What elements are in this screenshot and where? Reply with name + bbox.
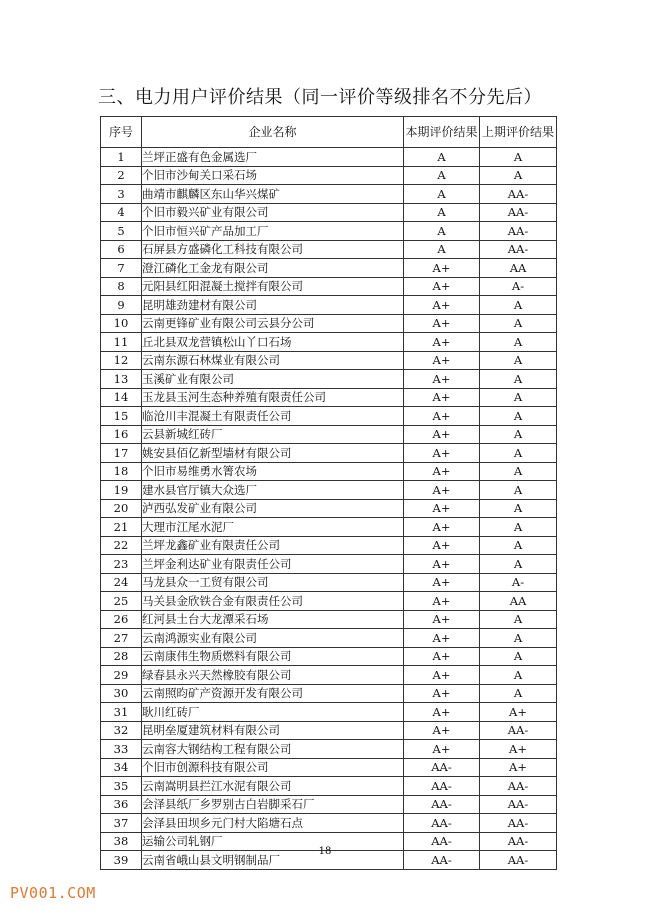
company-name: 云南照昀矿产资源开发有限公司 [142,684,404,703]
previous-rating: A [480,536,557,555]
table-row [101,462,557,481]
current-rating: A [404,203,480,222]
previous-rating: A [480,314,557,333]
company-name: 澄江磷化工金龙有限公司 [142,259,404,278]
row-number: 19 [101,481,142,500]
previous-rating: AA- [480,185,557,204]
company-name: 个旧市毅兴矿业有限公司 [142,203,404,222]
table-row [101,758,557,777]
current-rating: A+ [404,314,480,333]
table-row [101,536,557,555]
table-row [101,444,557,463]
table-row [101,721,557,740]
previous-rating: A [480,499,557,518]
company-name: 建水县官厅镇大众选厂 [142,481,404,500]
current-rating: A+ [404,351,480,370]
company-name: 会泽县田坝乡元门村大陷塘石点 [142,814,404,833]
company-name: 云南康伟生物质燃料有限公司 [142,647,404,666]
previous-rating: A [480,166,557,185]
column-header-no: 序号 [101,117,142,148]
company-name: 云南容大钢结构工程有限公司 [142,740,404,759]
current-rating: A+ [404,573,480,592]
row-number: 10 [101,314,142,333]
row-number: 30 [101,684,142,703]
company-name: 丘北县双龙营镇松山丫口石场 [142,333,404,352]
current-rating: AA- [404,777,480,796]
previous-rating: A- [480,573,557,592]
company-name: 临沧川丰混凝土有限责任公司 [142,407,404,426]
table-row [101,388,557,407]
row-number: 14 [101,388,142,407]
table-row [101,499,557,518]
company-name: 马龙县众一工贸有限公司 [142,573,404,592]
column-header-name: 企业名称 [142,117,404,148]
current-rating: AA- [404,795,480,814]
previous-rating: AA- [480,795,557,814]
table-row [101,647,557,666]
current-rating: A+ [404,481,480,500]
table-row [101,703,557,722]
table-row [101,610,557,629]
company-name: 个旧市沙甸关口采石场 [142,166,404,185]
company-name: 云南东源石林煤业有限公司 [142,351,404,370]
company-name: 大理市江尾水泥厂 [142,518,404,537]
current-rating: A+ [404,684,480,703]
current-rating: A+ [404,629,480,648]
current-rating: A+ [404,666,480,685]
company-name: 绿春县永兴天然橡胶有限公司 [142,666,404,685]
previous-rating: AA- [480,832,557,851]
row-number: 31 [101,703,142,722]
current-rating: A+ [404,333,480,352]
company-name: 曲靖市麒麟区东山华兴煤矿 [142,185,404,204]
current-rating: A+ [404,462,480,481]
table-row [101,573,557,592]
previous-rating: A- [480,277,557,296]
table-row [101,277,557,296]
previous-rating: A [480,425,557,444]
previous-rating: AA- [480,721,557,740]
company-name: 云南嵩明县拦江水泥有限公司 [142,777,404,796]
current-rating: A [404,222,480,241]
table-row [101,203,557,222]
current-rating: A+ [404,647,480,666]
current-rating: A+ [404,740,480,759]
current-rating: A+ [404,536,480,555]
current-rating: A+ [404,388,480,407]
previous-rating: AA [480,259,557,278]
company-name: 个旧市恒兴矿产品加工厂 [142,222,404,241]
previous-rating: A [480,666,557,685]
row-number: 27 [101,629,142,648]
table-row [101,481,557,500]
previous-rating: AA- [480,222,557,241]
company-name: 昆明垒厦建筑材料有限公司 [142,721,404,740]
table-header-row [101,117,557,148]
previous-rating: A [480,610,557,629]
previous-rating: A [480,684,557,703]
row-number: 29 [101,666,142,685]
previous-rating: A [480,148,557,167]
company-name: 兰坪正盛有色金属选厂 [142,148,404,167]
current-rating: A [404,166,480,185]
row-number: 12 [101,351,142,370]
previous-rating: A [480,407,557,426]
row-number: 21 [101,518,142,537]
row-number: 6 [101,240,142,259]
column-header-current: 本期评价结果 [404,117,480,148]
current-rating: A+ [404,444,480,463]
company-name: 兰坪龙鑫矿业有限责任公司 [142,536,404,555]
row-number: 3 [101,185,142,204]
previous-rating: A [480,296,557,315]
company-name: 马关县金欣铁合金有限责任公司 [142,592,404,611]
company-name: 昆明雄劲建材有限公司 [142,296,404,315]
previous-rating: A [480,444,557,463]
table-row [101,240,557,259]
row-number: 8 [101,277,142,296]
company-name: 石屏县方盛磷化工科技有限公司 [142,240,404,259]
table-row [101,629,557,648]
row-number: 32 [101,721,142,740]
company-name: 红河县土台大龙潭采石场 [142,610,404,629]
row-number: 25 [101,592,142,611]
current-rating: A+ [404,425,480,444]
previous-rating: A+ [480,758,557,777]
table-row [101,666,557,685]
row-number: 33 [101,740,142,759]
rating-table [100,116,557,870]
previous-rating: A [480,629,557,648]
company-name: 玉龙县玉河生态种养殖有限责任公司 [142,388,404,407]
row-number: 1 [101,148,142,167]
previous-rating: A+ [480,740,557,759]
previous-rating: AA- [480,240,557,259]
company-name: 云南鸿源实业有限公司 [142,629,404,648]
previous-rating: A [480,555,557,574]
current-rating: A+ [404,277,480,296]
current-rating: A+ [404,721,480,740]
previous-rating: AA- [480,814,557,833]
row-number: 28 [101,647,142,666]
row-number: 22 [101,536,142,555]
row-number: 7 [101,259,142,278]
table-row [101,296,557,315]
company-name: 泸西弘发矿业有限公司 [142,499,404,518]
current-rating: A+ [404,518,480,537]
table-row [101,222,557,241]
table-row [101,185,557,204]
current-rating: A+ [404,407,480,426]
company-name: 云南更锋矿业有限公司云县分公司 [142,314,404,333]
company-name: 玉溪矿业有限公司 [142,370,404,389]
row-number: 38 [101,832,142,851]
table-row [101,351,557,370]
page-heading: 三、电力用户评价结果（同一评价等级排名不分先后） [98,87,542,108]
table-row [101,370,557,389]
table-row [101,425,557,444]
table-row [101,814,557,833]
company-name: 会泽县纸厂乡罗别古白岩脚采石厂 [142,795,404,814]
table-row [101,740,557,759]
row-number: 2 [101,166,142,185]
previous-rating: AA- [480,777,557,796]
current-rating: A [404,185,480,204]
current-rating: A+ [404,592,480,611]
table-row [101,684,557,703]
company-name: 运输公司轧钢厂 [142,832,404,851]
row-number: 20 [101,499,142,518]
company-name: 耿川红砖厂 [142,703,404,722]
table-row [101,148,557,167]
previous-rating: A [480,333,557,352]
company-name: 个旧市创源科技有限公司 [142,758,404,777]
current-rating: A+ [404,499,480,518]
current-rating: AA- [404,758,480,777]
current-rating: A [404,148,480,167]
table-row [101,555,557,574]
watermark: PV001.COM [10,884,96,902]
table-row [101,592,557,611]
table-row [101,333,557,352]
current-rating: A+ [404,703,480,722]
company-name: 云南省峨山县文明钢制品厂 [142,851,404,870]
row-number: 16 [101,425,142,444]
current-rating: A+ [404,259,480,278]
previous-rating: A [480,481,557,500]
table-row [101,407,557,426]
row-number: 18 [101,462,142,481]
company-name: 元阳县红阳混凝土搅拌有限公司 [142,277,404,296]
row-number: 34 [101,758,142,777]
row-number: 35 [101,777,142,796]
previous-rating: A [480,462,557,481]
current-rating: AA- [404,832,480,851]
current-rating: A+ [404,370,480,389]
row-number: 37 [101,814,142,833]
table-row [101,518,557,537]
current-rating: AA- [404,851,480,870]
row-number: 24 [101,573,142,592]
company-name: 云县新城红砖厂 [142,425,404,444]
page-number: 18 [318,846,332,857]
company-name: 兰坪金利达矿业有限责任公司 [142,555,404,574]
row-number: 17 [101,444,142,463]
previous-rating: A [480,351,557,370]
company-name: 个旧市易维勇水箐农场 [142,462,404,481]
table-row [101,259,557,278]
previous-rating: A [480,370,557,389]
current-rating: A+ [404,555,480,574]
row-number: 9 [101,296,142,315]
table-row [101,314,557,333]
previous-rating: A [480,388,557,407]
row-number: 11 [101,333,142,352]
row-number: 5 [101,222,142,241]
previous-rating: AA- [480,851,557,870]
row-number: 26 [101,610,142,629]
column-header-previous: 上期评价结果 [480,117,557,148]
company-name: 姚安县佰亿新型墙材有限公司 [142,444,404,463]
current-rating: A [404,240,480,259]
row-number: 15 [101,407,142,426]
row-number: 4 [101,203,142,222]
row-number: 39 [101,851,142,870]
table-row [101,777,557,796]
table-row [101,795,557,814]
current-rating: A+ [404,296,480,315]
previous-rating: AA [480,592,557,611]
row-number: 36 [101,795,142,814]
table-row [101,166,557,185]
previous-rating: A [480,518,557,537]
previous-rating: A+ [480,703,557,722]
table-body [101,148,557,870]
row-number: 13 [101,370,142,389]
current-rating: A+ [404,610,480,629]
row-number: 23 [101,555,142,574]
previous-rating: AA- [480,203,557,222]
previous-rating: A [480,647,557,666]
current-rating: AA- [404,814,480,833]
